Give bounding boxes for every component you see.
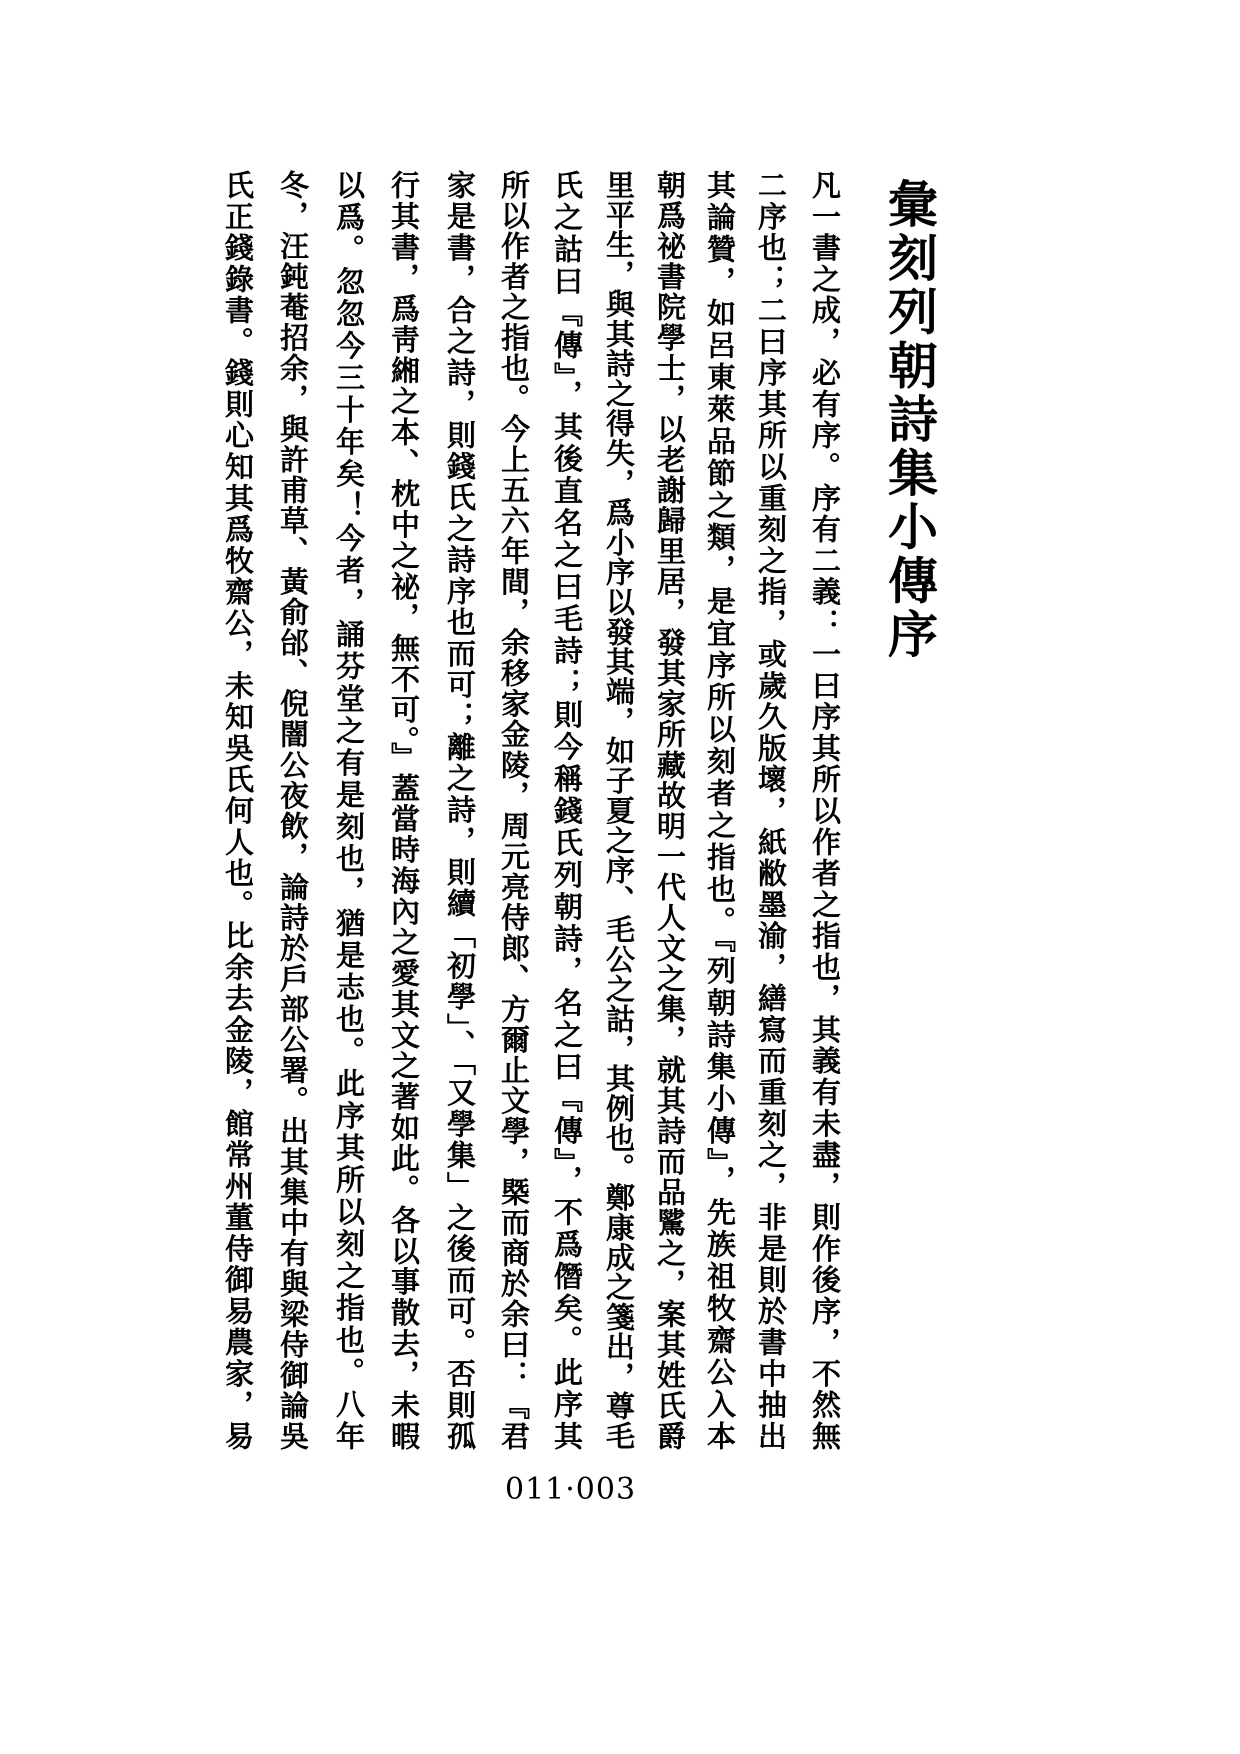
- text-column-11: 冬，汪鈍菴招余，與許甫草、黃俞邰、倪闇公夜飲，論詩於戶部公署。出其集中有與梁侍御論吳: [276, 170, 310, 1450]
- text-column-3: 其論贊，如呂東萊品節之類，是宜序所以刻者之指也。『列朝詩集小傳』，先族祖牧齋公入本: [703, 170, 737, 1450]
- text-column-12: 氏正錢錄書。錢則心知其爲牧齋公，未知吳氏何人也。比余去金陵，館常州董侍御易農家，易: [221, 170, 255, 1450]
- text-column-10: 以爲。忽忽今三十年矣！今者，誦芬堂之有是刻也，猶是志也。此序其所以刻之指也。八年: [332, 170, 366, 1450]
- page-number: 011·003: [505, 1472, 637, 1507]
- text-column-9: 行其書，爲靑緗之本、枕中之祕，無不可。』蓋當時海內之愛其文之著如此。各以事散去，未暇: [387, 170, 421, 1450]
- text-column-4: 朝爲祕書院學士，以老謝歸里居，發其家所藏故明一代人文之集，就其詩而品騭之，案其姓氏爵: [653, 170, 687, 1450]
- text-column-1: 凡一書之成，必有序。序有二義：一曰序其所以作者之指也，其義有未盡，則作後序，不然無: [808, 170, 842, 1450]
- text-column-8: 家是書，合之詩，則錢氏之詩序也而可；離之詩，則續「初學」、「又學集」之後而可。否則孤: [443, 170, 477, 1450]
- page-title: 彙刻列朝詩集小傳序: [880, 178, 939, 658]
- text-column-7: 所以作者之指也。今上五六年間，余移家金陵，周元亮侍郎、方爾止文學，槩而商於余曰：『君: [497, 170, 531, 1450]
- text-column-6: 氏之詁曰『傳』，其後直名之曰毛詩；則今稱錢氏列朝詩，名之曰『傳』，不爲僭矣。此序其: [550, 170, 584, 1450]
- text-column-2: 二序也；二曰序其所以重刻之指，或歲久版壞，紙敝墨渝，繕寫而重刻之，非是則於書中抽出: [754, 170, 788, 1450]
- text-column-5: 里平生，與其詩之得失，爲小序以發其端，如子夏之序、毛公之詁，其例也。鄭康成之箋出，尊毛: [602, 170, 636, 1450]
